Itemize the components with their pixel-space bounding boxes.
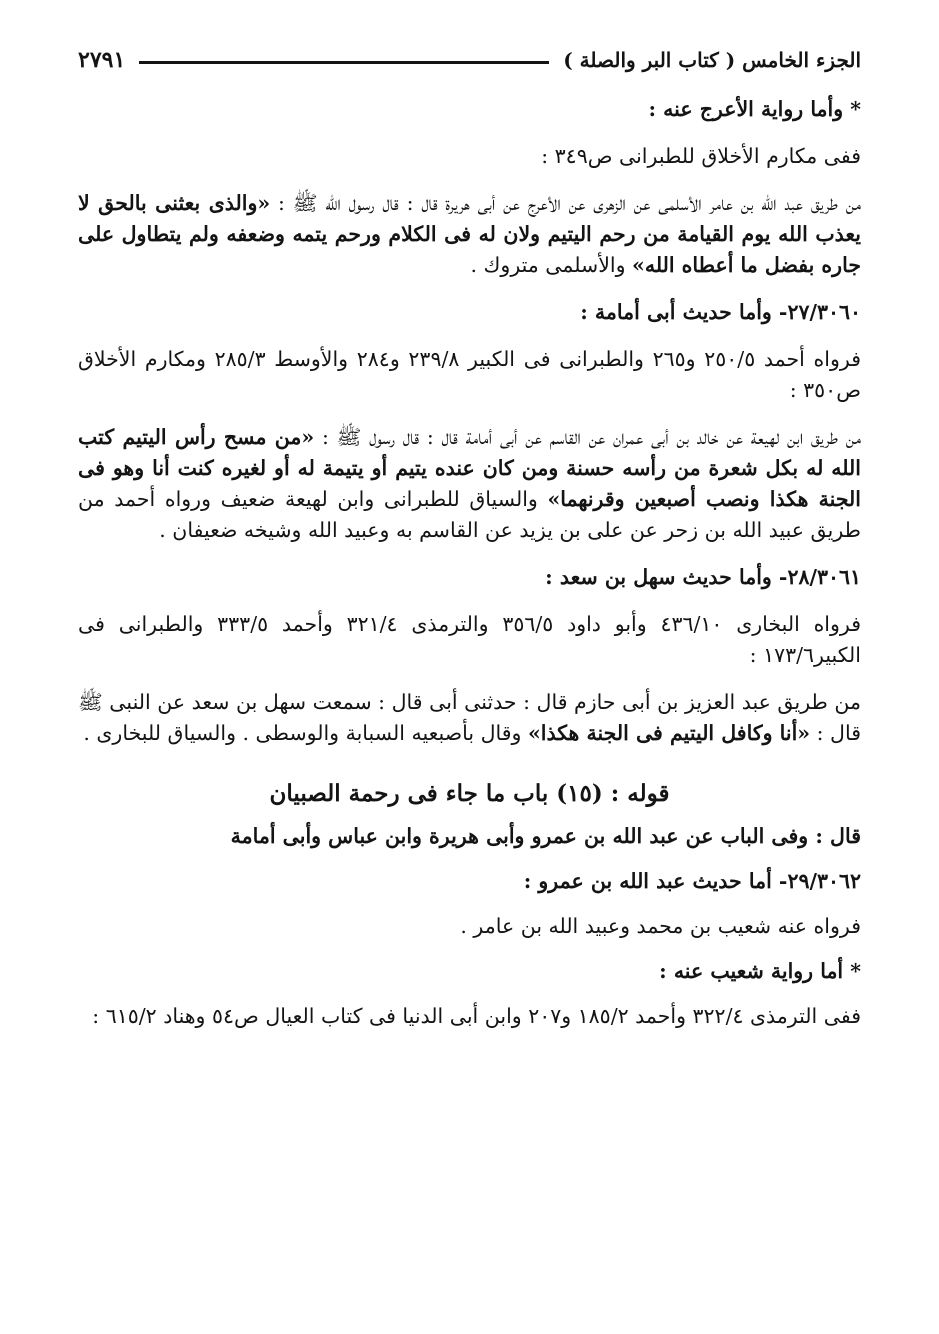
narrators-line: فرواه عنه شعيب بن محمد وعبيد الله بن عامر . [460, 914, 861, 938]
isnad-text: من طريق ابن لهيعة عن خالد بن أبى عمران عن القاسم عن أبى أمامة قال : قال رسول ﷺ : [321, 425, 861, 449]
running-title: الجزء الخامس ( كتاب البر والصلة ) [563, 48, 861, 72]
subheading-shuayb: * أما رواية شعيب عنه : [659, 959, 861, 983]
page-number: ٢٧٩١ [78, 47, 126, 73]
grading-text: وقال بأصبعيه السبابة والوسطى . والسياق للبخارى . [83, 721, 528, 745]
hadith-heading: ٢٨/٣٠٦١- وأما حديث سهل بن سعد : [545, 565, 861, 589]
chapter-title: قوله : (١٥) باب ما جاء فى رحمة الصبيان [269, 780, 670, 807]
hadith-text: «والذى بعثنى بالحق لا يعذب الله يوم القيامة من رحم اليتيم ولان له فى الكلام ورحم يتمه وضعفه ولم يتطاول على جاره بفضل ما أعطاه الله» [78, 191, 861, 277]
hadith-paragraph [78, 422, 861, 546]
page-header [78, 40, 861, 80]
source-line: ففى الترمذى ٣٢٢/٤ وأحمد ١٨٥/٢ و٢٠٧ وابن أبى الدنيا فى كتاب العيال ص٥٤ وهناد ٦١٥/٢ : [92, 1004, 861, 1028]
grading-text: والأسلمى متروك . [470, 253, 633, 277]
source-line: فرواه أحمد ٢٥٠/٥ و٢٦٥ والطبرانى فى الكبير ٢٣٩/٨ و٢٨٤ والأوسط ٢٨٥/٣ ومكارم الأخلاق ص٣٥٠ : [78, 347, 862, 402]
header-rule [139, 61, 549, 64]
isnad-text: من طريق عبد الله بن عامر الأسلمى عن الزهرى عن الأعرج عن أبى هريرة قال : قال رسول الله ﷺ : [278, 191, 861, 215]
hadith-heading: ٢٩/٣٠٦٢- أما حديث عبد الله بن عمرو : [523, 869, 861, 893]
hadith-text: «من مسح رأس اليتيم كتب الله له بكل شعرة من رأسه حسنة ومن كان عنده يتيم أو يتيمة له أو لغيره كنت أنا وهو فى الجنة هكذا ونصب أصبعين وقرنهما» [78, 425, 861, 511]
source-line: ففى مكارم الأخلاق للطبرانى ص٣٤٩ : [541, 144, 861, 168]
grading-text: والسياق للطبرانى وابن لهيعة ضعيف ورواه أحمد من طريق عبيد الله بن زحر عن على بن يزيد عن القاسم به وعبيد الله وشيخه ضعيفان . [78, 487, 861, 542]
hadith-paragraph [78, 188, 861, 281]
page-body [78, 94, 861, 1032]
chapter-note: قال : وفى الباب عن عبد الله بن عمرو وأبى هريرة وابن عباس وأبى أمامة [230, 824, 861, 848]
hadith-text: «أنا وكافل اليتيم فى الجنة هكذا» [527, 721, 811, 745]
hadith-heading: ٢٧/٣٠٦٠- وأما حديث أبى أمامة : [580, 300, 861, 324]
hadith-paragraph [78, 687, 861, 749]
isnad-text: من طريق عبد العزيز بن أبى حازم قال : حدثنى أبى قال : سمعت سهل بن سعد عن النبى ﷺ قال : [78, 690, 861, 745]
source-line: فرواه البخارى ٤٣٦/١٠ وأبو داود ٣٥٦/٥ والترمذى ٣٢١/٤ وأحمد ٣٣٣/٥ والطبرانى فى الكبير١٧٣/٦ : [78, 612, 862, 667]
subheading-araj: * وأما رواية الأعرج عنه : [648, 97, 861, 121]
